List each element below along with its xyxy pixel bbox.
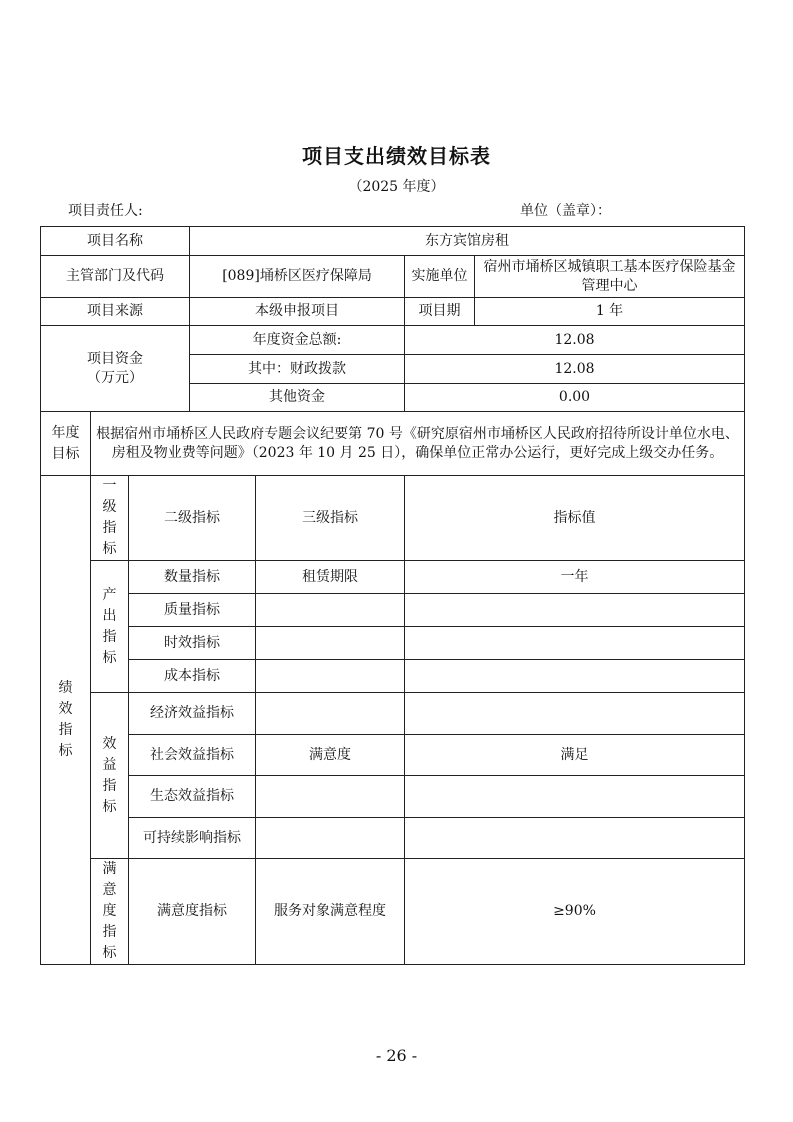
page-title: 项目支出绩效目标表: [302, 144, 491, 168]
other-funds-label: 其他资金: [190, 384, 405, 412]
sustainable-level3: [256, 818, 405, 859]
social-indicator: 社会效益指标: [129, 735, 256, 776]
timeliness-level3: [256, 627, 405, 660]
satisfaction-value: ≥90%: [405, 859, 745, 965]
output-indicators-label: 产出指标: [91, 561, 129, 693]
satisfaction-level3: 服务对象满意程度: [256, 859, 405, 965]
unit-seal-label: 单位（盖章）：: [520, 203, 611, 219]
social-value: 满足: [405, 735, 745, 776]
performance-target-table: [40, 226, 745, 965]
cost-level3: [256, 660, 405, 693]
quality-indicator: 质量指标: [129, 594, 256, 627]
satisfaction-indicator: 满意度指标: [129, 859, 256, 965]
other-funds-value: 0.00: [405, 384, 745, 412]
sustainable-indicator: 可持续影响指标: [129, 818, 256, 859]
project-owner-label: 项目责任人:: [68, 203, 143, 219]
page-number: - 26 -: [375, 1046, 418, 1065]
total-funds-value: 12.08: [405, 326, 745, 355]
timeliness-value: [405, 627, 745, 660]
cost-indicator: 成本指标: [129, 660, 256, 693]
sustainable-value: [405, 818, 745, 859]
fiscal-funds-value: 12.08: [405, 355, 745, 384]
quantity-indicator: 数量指标: [129, 561, 256, 594]
cost-value: [405, 660, 745, 693]
satisfaction-indicators-label: 满意度指标: [91, 859, 129, 965]
total-funds-label: 年度资金总额:: [190, 326, 405, 355]
funds-label-line2: （万元）: [87, 369, 143, 386]
year-subtitle: （2025 年度）: [348, 179, 445, 195]
quality-level3: [256, 594, 405, 627]
level1-header: 一级指标: [91, 476, 129, 561]
level2-header: 二级指标: [129, 476, 256, 561]
funds-label-line1: 项目资金: [87, 350, 143, 367]
quantity-value: 一年: [405, 561, 745, 594]
fiscal-funds-label: 其中：财政拨款: [190, 355, 405, 384]
timeliness-indicator: 时效指标: [129, 627, 256, 660]
annual-goal-label: 年度目标: [41, 412, 91, 476]
dept-label: 主管部门及代码: [41, 256, 190, 298]
project-name-value: 东方宾馆房租: [190, 227, 745, 256]
economic-indicator: 经济效益指标: [129, 693, 256, 735]
level3-header: 三级指标: [256, 476, 405, 561]
economic-level3: [256, 693, 405, 735]
indicator-value-header: 指标值: [405, 476, 745, 561]
period-label: 项目期: [405, 298, 475, 326]
benefit-indicators-label: 效益指标: [91, 693, 129, 859]
period-value: 1 年: [475, 298, 745, 326]
economic-value: [405, 693, 745, 735]
dept-value: [089]埇桥区医疗保障局: [190, 256, 405, 298]
quantity-level3: 租赁期限: [256, 561, 405, 594]
social-level3: 满意度: [256, 735, 405, 776]
performance-indicators-label: 绩效指标: [41, 476, 91, 965]
project-name-label: 项目名称: [41, 227, 190, 256]
impl-unit-label: 实施单位: [405, 256, 475, 298]
funds-label: [41, 326, 190, 412]
source-label: 项目来源: [41, 298, 190, 326]
ecological-indicator: 生态效益指标: [129, 776, 256, 818]
quality-value: [405, 594, 745, 627]
source-value: 本级申报项目: [190, 298, 405, 326]
annual-goal-text: 根据宿州市埇桥区人民政府专题会议纪要第 70 号《研究原宿州市埇桥区人民政府招待所设计单位水电、房租及物业费等问题》（2023 年 10 月 25 日），确保单位正常办公运行，更好完成上级交办任务。: [91, 412, 745, 476]
ecological-level3: [256, 776, 405, 818]
impl-unit-value: 宿州市埇桥区城镇职工基本医疗保险基金管理中心: [475, 256, 745, 298]
ecological-value: [405, 776, 745, 818]
